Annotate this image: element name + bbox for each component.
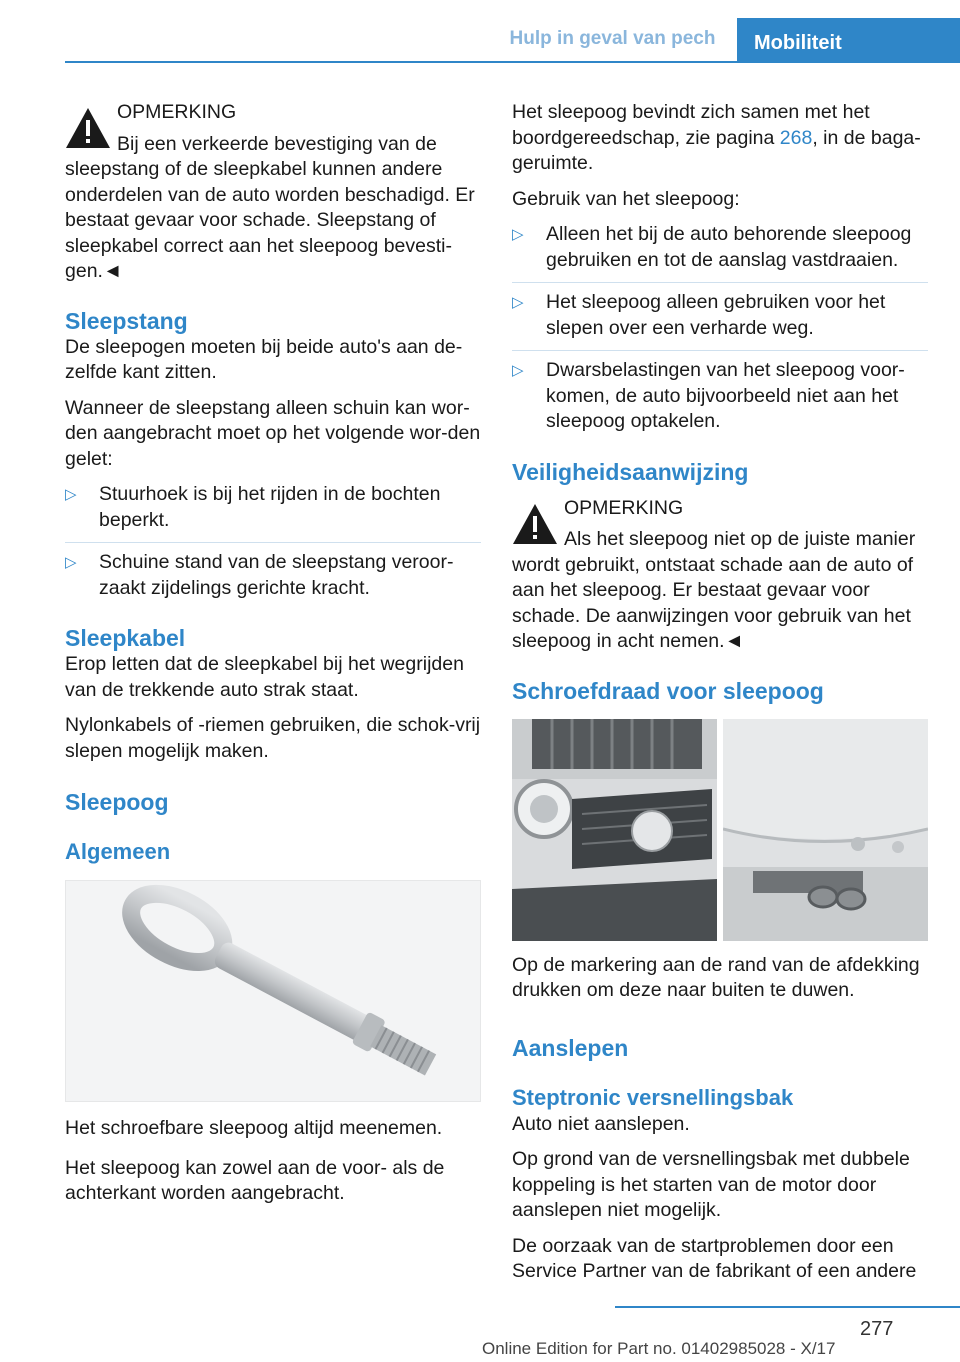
warning-icon (65, 106, 111, 150)
image-caption: Op de markering aan de rand van de afdekking drukken om deze naar buiten te duwen. (512, 953, 920, 1001)
tow-eye-image (65, 880, 481, 1102)
page-number: 277 (860, 1318, 894, 1340)
left-column (65, 100, 481, 1217)
list-item: ▷ Alleen het bij de auto behorende sleepoog gebruiken en tot de aanslag vastdraaien. (512, 222, 928, 283)
list-item: ▷ Stuurhoek is bij het rijden in de bochten beperkt. (65, 482, 481, 543)
triangle-bullet-icon: ▷ (512, 226, 524, 243)
bullet-list (65, 482, 481, 610)
heading-sleepkabel: Sleepkabel (65, 625, 186, 651)
warning-note (65, 100, 481, 285)
paragraph: De oorzaak van de startproblemen door een Service Partner van de fabrikant of een andere (512, 1234, 917, 1282)
warning-icon (512, 502, 558, 546)
triangle-bullet-icon: ▷ (512, 362, 524, 379)
paragraph: Op grond van de versnellingsbak met dubbele koppeling is het starten van de motor door aanslepen niet mogelijk. (512, 1148, 910, 1221)
bullet-list (512, 222, 928, 444)
paragraph: Nylonkabels of -riemen gebruiken, die schok-vrij slepen mogelijk maken. (65, 714, 481, 762)
heading-aanslepen: Aanslepen (512, 1034, 629, 1061)
front-bumper-photo (512, 719, 717, 941)
header-chapter-tab: Mobiliteit (737, 18, 960, 63)
paragraph: Auto niet aanslepen. (512, 1112, 690, 1135)
triangle-bullet-icon: ▷ (512, 294, 524, 311)
subheading-steptronic: Steptronic versnellingsbak (512, 1084, 794, 1110)
bumper-image (512, 719, 928, 941)
triangle-bullet-icon: ▷ (65, 554, 77, 571)
header-section-title: Hulp in geval van pech (509, 28, 716, 49)
paragraph: Wanneer de sleepstang alleen schuin kan wor-den aangebracht moet op het volgende wor-den gelet: (65, 396, 481, 470)
warning-body: Als het sleepoog niet op de juiste manier wordt gebruikt, ontstaat schade aan de auto of aan het sleepoog. Er bestaat gevaar voor schade. De aanwijzingen voor gebruik van het sleepoog in acht nemen.◄ (512, 528, 916, 652)
heading-sleepstang: Sleepstang (65, 307, 188, 334)
triangle-bullet-icon: ▷ (65, 486, 77, 503)
edition-footer: Online Edition for Part no. 01402985028 - X/17 (482, 1339, 836, 1358)
warning-body: Bij een verkeerde bevestiging van de sleepstang of de sleepkabel kunnen andere onderdelen van de auto worden beschadigd. Er bestaat gevaar voor schade. Sleepstang of sleepkabel correct aan het sleepoog bevesti-gen.◄ (65, 132, 475, 282)
paragraph: Het sleepoog bevindt zich samen met het boordgereedschap, zie pagina 268, in de baga-geruimte. (512, 101, 921, 174)
heading-schroefdraad: Schroefdraad voor sleepoog (512, 677, 824, 704)
list-item: ▷ Het sleepoog alleen gebruiken voor het slepen over een verharde weg. (512, 290, 928, 351)
page-header (0, 0, 960, 64)
page-reference-link[interactable]: 268 (779, 126, 813, 149)
subheading-algemeen: Algemeen (65, 839, 171, 864)
paragraph: De sleepogen moeten bij beide auto's aan de-zelfde kant zitten. (65, 335, 463, 383)
warning-title: OPMERKING (564, 496, 684, 519)
heading-veiligheid: Veiligheidsaanwijzing (512, 458, 749, 485)
warning-note (512, 496, 928, 655)
list-item: ▷ Schuine stand van de sleepstang veroor-zaakt zijdelings gerichte kracht. (65, 551, 454, 599)
warning-title: OPMERKING (117, 101, 237, 123)
paragraph: Gebruik van het sleepoog: (512, 187, 740, 210)
paragraph: Erop letten dat de sleepkabel bij het wegrijden van de trekkende auto strak staat. (65, 653, 464, 701)
rear-bumper-photo (723, 719, 928, 941)
footer-rule (615, 1306, 960, 1308)
list-item: ▷ Dwarsbelastingen van het sleepoog voor-komen, de auto bijvoorbeeld niet aan het sleepoog optakelen. (512, 359, 905, 432)
right-column (512, 100, 928, 1295)
paragraph: Het sleepoog kan zowel aan de voor- als de achterkant worden aangebracht. (65, 1156, 445, 1204)
tow-eye-illustration (66, 881, 482, 1103)
image-caption: Het schroefbare sleepoog altijd meenemen. (65, 1117, 443, 1139)
heading-sleepoog: Sleepoog (65, 789, 169, 815)
